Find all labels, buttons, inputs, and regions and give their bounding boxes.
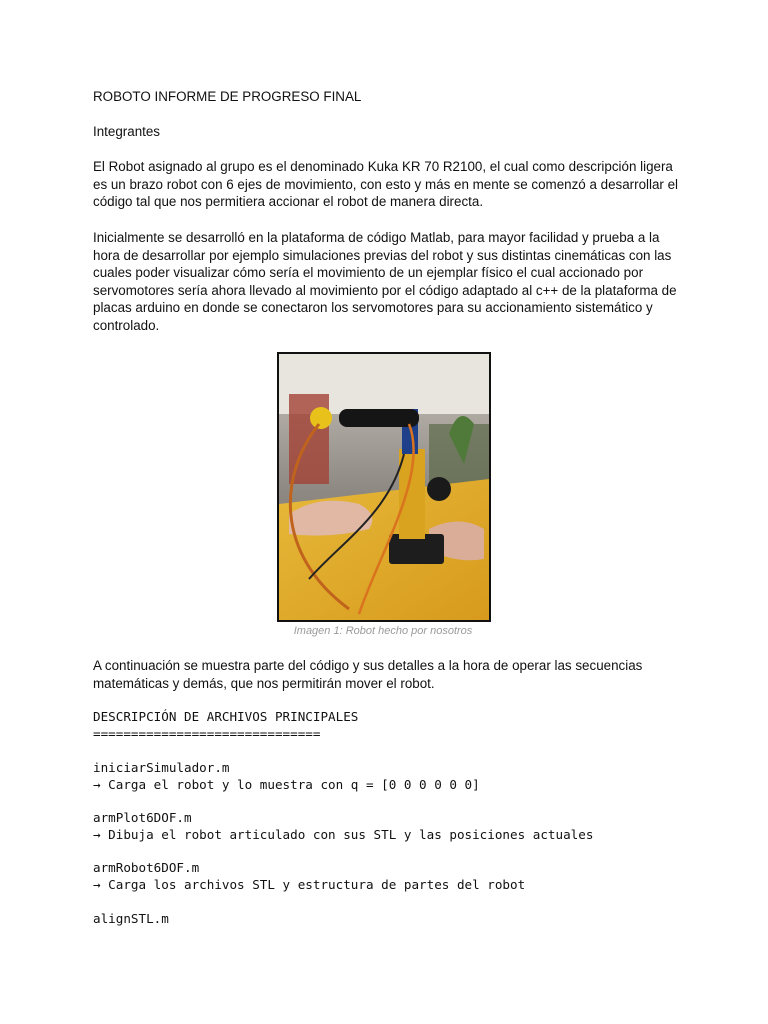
code-file-name: armRobot6DOF.m: [93, 860, 200, 875]
code-file-desc: → Carga los archivos STL y estructura de partes del robot: [93, 877, 526, 892]
robot-photo: [277, 352, 491, 622]
robot-photo-illustration: [279, 354, 489, 620]
paragraph-robot-description: El Robot asignado al grupo es el denominado Kuka KR 70 R2100, el cual como descripción ligera es un brazo robot con 6 ejes de movimiento, con esto y más en mente se comenzó a desarrollar el código tal que nos permitiera accionar el robot de manera directa.: [93, 159, 679, 210]
code-file-desc: → Dibuja el robot articulado con sus STL y las posiciones actuales: [93, 827, 594, 842]
code-file-desc: → Carga el robot y lo muestra con q = [0 0 0 0 0 0]: [93, 777, 480, 792]
figure-caption: Imagen 1: Robot hecho por nosotros: [293, 625, 473, 637]
members-heading: Integrantes: [93, 124, 160, 139]
paragraph-code-intro: A continuación se muestra parte del código y sus detalles a la hora de operar las secuencias matemáticas y demás, que nos permitirán mover el robot.: [93, 658, 643, 691]
code-rule: ==============================: [93, 726, 321, 741]
paragraph-development: Inicialmente se desarrolló en la plataforma de código Matlab, para mayor facilidad y prueba a la hora de desarrollar por ejemplo simulaciones previas del robot y sus distintas cinemáticas con las cuales poder visualizar cómo sería el movimiento de un ejemplar físico el cual accionado por servomotores sería ahora llevado al movimiento por el código adaptado al c++ de la plataforma de placas arduino en donde se conectaron los servomotores para su accionamiento sistemático y controlado.: [93, 230, 677, 333]
code-file-name: armPlot6DOF.m: [93, 810, 192, 825]
code-file-name: alignSTL.m: [93, 911, 169, 926]
code-file-name: iniciarSimulador.m: [93, 760, 230, 775]
document-title: ROBOTO INFORME DE PROGRESO FINAL: [93, 89, 362, 104]
code-heading: DESCRIPCIÓN DE ARCHIVOS PRINCIPALES: [93, 709, 359, 724]
